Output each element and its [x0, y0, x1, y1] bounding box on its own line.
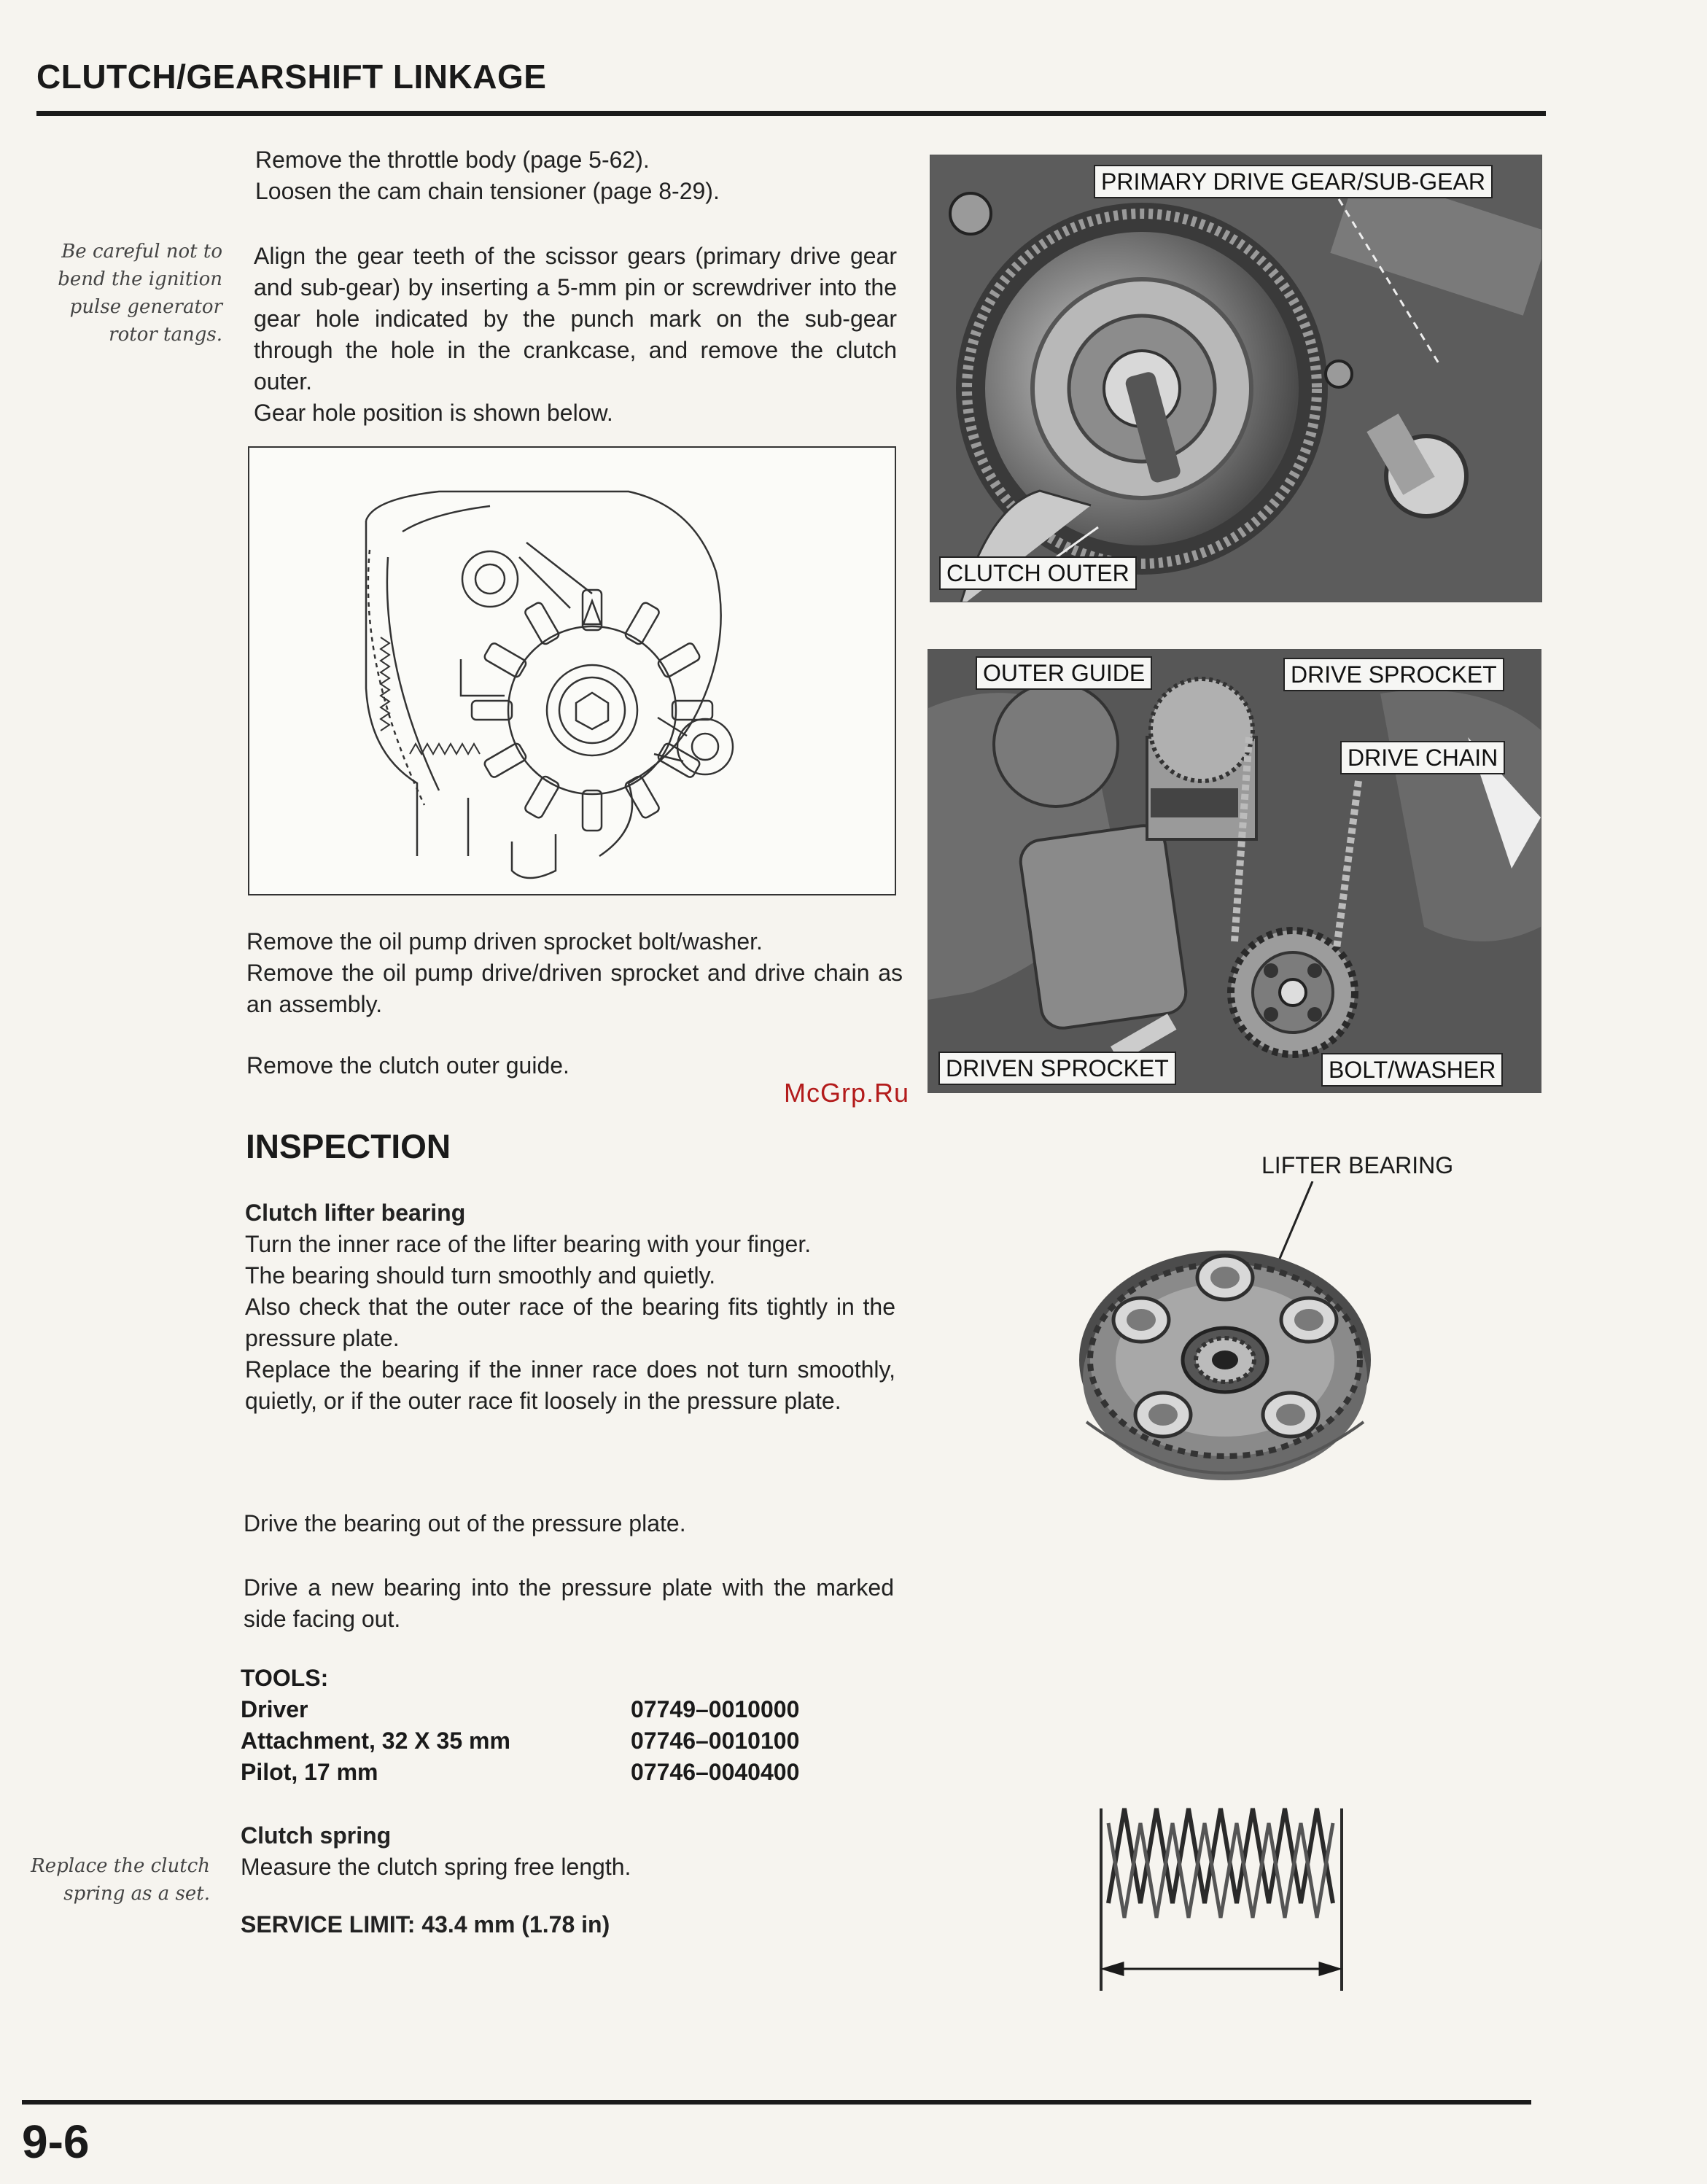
align-paragraph: Align the gear teeth of the scissor gears (primary drive gear and sub-gear) by inserting a 5-mm pin or screwdriver into the gear hole indicated by the punch mark on the sub-gear through the hole in the crankcase, and remove the clutch outer. — [254, 243, 897, 395]
label-clutch-outer: CLUTCH OUTER — [939, 556, 1137, 590]
drive-out-text: Drive the bearing out of the pressure plate. — [244, 1510, 686, 1536]
intro-line-tensioner: Loosen the cam chain tensioner (page 8-29). — [255, 178, 720, 204]
intro-line-throttle: Remove the throttle body (page 5-62). — [255, 147, 650, 173]
tool-number: 07749–0010000 — [631, 1696, 800, 1722]
oil-pump-sprocket-photo — [928, 649, 1541, 1093]
clutch-outer-image — [930, 155, 1541, 602]
tool-number: 07746–0040400 — [631, 1759, 800, 1785]
lifter-bearing-figure — [1072, 1181, 1378, 1517]
clutch-outer-photo — [930, 155, 1542, 602]
footer-rule — [22, 2100, 1531, 2105]
label-drive-chain: DRIVE CHAIN — [1340, 741, 1505, 774]
label-lifter-bearing: LIFTER BEARING — [1261, 1152, 1454, 1178]
align-section — [254, 241, 897, 429]
oil-pump-text — [246, 926, 903, 1020]
label-drive-sprocket: DRIVE SPROCKET — [1283, 658, 1504, 691]
intro-text — [255, 144, 897, 207]
clutch-spring-title: Clutch spring — [241, 1822, 392, 1849]
tool-row — [241, 1757, 799, 1788]
pressure-plate-image — [1072, 1181, 1378, 1517]
clutch-spring-text: Measure the clutch spring free length. — [241, 1854, 631, 1880]
lifter-p2: The bearing should turn smoothly and quietly. — [245, 1262, 716, 1289]
service-limit-text: SERVICE LIMIT: 43.4 mm (1.78 in) — [241, 1911, 610, 1938]
label-bolt-washer: BOLT/WASHER — [1321, 1053, 1503, 1087]
label-outer-guide: OUTER GUIDE — [976, 656, 1152, 690]
tool-name: Driver — [241, 1696, 308, 1722]
clutch-spring-figure — [1086, 1794, 1356, 2005]
lifter-bearing-section — [245, 1197, 895, 1417]
gear-hole-diagram — [248, 446, 896, 895]
drive-new-text: Drive a new bearing into the pressure plate with the marked side facing out. — [244, 1574, 894, 1632]
tool-name: Pilot, 17 mm — [241, 1759, 378, 1785]
gear-hole-text: Gear hole position is shown below. — [254, 400, 613, 426]
tool-name: Attachment, 32 X 35 mm — [241, 1728, 510, 1754]
tools-table — [241, 1663, 799, 1788]
label-driven-sprocket: DRIVEN SPROCKET — [938, 1052, 1176, 1085]
lifter-p3: Also check that the outer race of the bearing fits tightly in the pressure plate. — [245, 1294, 895, 1351]
gear-hole-drawing — [249, 448, 895, 894]
clutch-spring-drawing — [1086, 1794, 1356, 2005]
lifter-p4: Replace the bearing if the inner race does not turn smoothly, quietly, or if the outer race fit loosely in the pressure plate. — [245, 1356, 895, 1414]
tool-number: 07746–0010100 — [631, 1728, 800, 1754]
page-header-title: CLUTCH/GEARSHIFT LINKAGE — [36, 58, 547, 96]
lifter-bearing-title: Clutch lifter bearing — [245, 1200, 466, 1226]
oil-pump-sprocket-image — [928, 650, 1541, 1092]
inspection-heading: INSPECTION — [246, 1127, 451, 1165]
tool-row — [241, 1725, 799, 1757]
oil-pump-line1: Remove the oil pump driven sprocket bolt/washer. — [246, 928, 763, 955]
oil-pump-line2: Remove the oil pump drive/driven sprocket and drive chain as an assembly. — [246, 960, 903, 1017]
tool-row — [241, 1694, 799, 1725]
watermark-text: McGrp.Ru — [784, 1078, 910, 1108]
side-note-spring: Replace the clutch spring as a set. — [31, 1855, 210, 1905]
outer-guide-text: Remove the clutch outer guide. — [246, 1052, 569, 1079]
lifter-p1: Turn the inner race of the lifter bearing with your finger. — [245, 1231, 812, 1257]
side-note-ignition: Be careful not to bend the ignition pulse generator rotor tangs. — [58, 241, 222, 346]
clutch-spring-section — [241, 1820, 897, 1940]
tools-heading: TOOLS: — [241, 1665, 329, 1691]
label-primary-drive-gear: PRIMARY DRIVE GEAR/SUB-GEAR — [1094, 165, 1493, 198]
page-number: 9-6 — [22, 2115, 90, 2168]
header-rule — [36, 111, 1546, 116]
